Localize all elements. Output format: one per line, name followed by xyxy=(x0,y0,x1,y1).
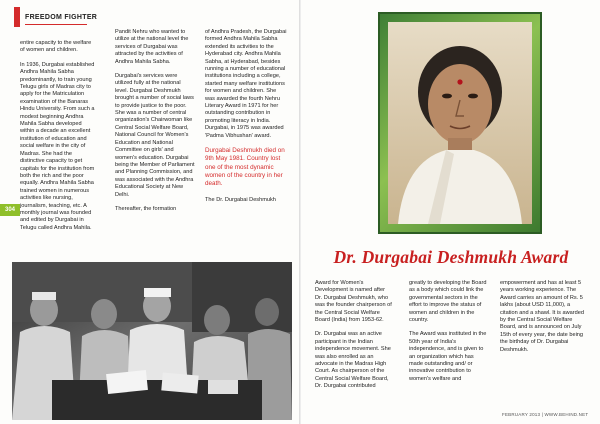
award-column-1 xyxy=(315,280,393,398)
group-photo-image xyxy=(12,262,292,420)
archival-group-photo xyxy=(12,262,292,420)
text-column-1 xyxy=(20,40,96,239)
text-column-2 xyxy=(115,29,195,220)
page-footer: FEBRUARY 2013 | WWW.BEHIND.NET xyxy=(502,412,589,417)
paragraph: empowerment and has at least 5 years working experience. The Award carries an amount of Rs. 5 lakhs (about USD 11,000), a citation and a shawl. It is awarded by the Central Social Welfare Board, and is announced on July 15th of every year, the date being the birthday of Dr. Durgabai Deshmukh. xyxy=(500,280,584,353)
paragraph: Durgabai's services were utilized fully at the national level. Durgabai Deshmukh brought a number of social laws to provide justice to the poor. She was a number of central organization's Chairwoman like Central Social Welfare Board, National Council for Women's Education and National Committee on girls' and women's education. Durgabai being the Member of Parliament and Planning Commission, and was associated with the Andhra Educational Society at New Delhi. xyxy=(115,73,195,198)
paragraph: entire capacity to the welfare of women and children. xyxy=(20,40,92,54)
portrait-image xyxy=(388,22,532,224)
paragraph: Pandit Nehru who wanted to utilize at the national level the services of Durgabai was attracted by the activities of Andhra Mahila Sabha. xyxy=(115,29,189,65)
page-gutter xyxy=(299,0,301,424)
paragraph: Thereafter, the formation xyxy=(115,205,177,212)
paragraph: of Andhra Pradesh, the Durgabai formed Andhra Mahila Sabha extended its activities to the Hyderabad city. Andhra Mahila Sabha, at Hyderabad, besides running a number of educational institutions including a college, started many welfare institutions for women and children. She was awarded the fourth Nehru Literary Award in 1971 for her outstanding contribution in promoting literacy in India. Durgabai, in 1975 was awarded 'Padma Vibhushan' award. xyxy=(205,29,287,139)
paragraph: The Award was instituted in the 50th year of India's independence, and is given to an organization which has made outstanding and/ or innovative contribution to women's welfare and xyxy=(409,331,487,382)
portrait-photo xyxy=(388,22,532,224)
section-title: FREEDOM FIGHTER xyxy=(25,14,98,21)
section-marker xyxy=(14,7,20,27)
page-number: 304 xyxy=(0,204,20,216)
paragraph: Award for Women's Development is named after Dr. Durgabai Deshmukh, who was the founder chairperson of the Central Social Welfare Board (India) from 1953-62. xyxy=(315,280,392,324)
paragraph: greatly to developing the Board as a body which could link the governmental sectors in the effort to improve the status of women and children in the country. xyxy=(409,280,487,324)
award-column-3 xyxy=(500,280,586,361)
portrait-frame xyxy=(378,12,542,234)
paragraph: The Dr. Durgabai Deshmukh xyxy=(205,197,276,204)
paragraph: In 1936, Durgabai established Andhra Mahila Sabha predominantly, to train young Telugu girls of Madras city to apply for the Matriculation examination of the Banaras Hindu University. From such a modest beginning Andhra Mahila Sabha developed within a decade an excellent institution of education and social welfare in the city of Madras. She had the distinctive capacity to get capitals for the institution from both the rich and the poor equally. Andhra Mahila Sabha trained women in numerous activities like nursing, journalism, teaching, etc. A monthly journal was founded and edited by Durgabai in Telugu called Andhra Mahila. xyxy=(20,61,95,231)
paragraph: Dr. Durgabai was an active participant in the Indian independence movement. She was also enrolled as an advocate in the Madras High Court. As chairperson of the Central Social Welfare Board, Dr. Durgabai contributed xyxy=(315,331,391,390)
section-rule xyxy=(25,24,87,25)
text-column-3 xyxy=(205,29,287,212)
award-column-2 xyxy=(409,280,489,390)
award-title: Dr. Durgabai Deshmukh Award xyxy=(333,247,569,267)
pull-quote: Durgabai Deshmukh died on 9th May 1981. Country lost one of the most dynamic women of the country in her death. xyxy=(205,147,285,187)
